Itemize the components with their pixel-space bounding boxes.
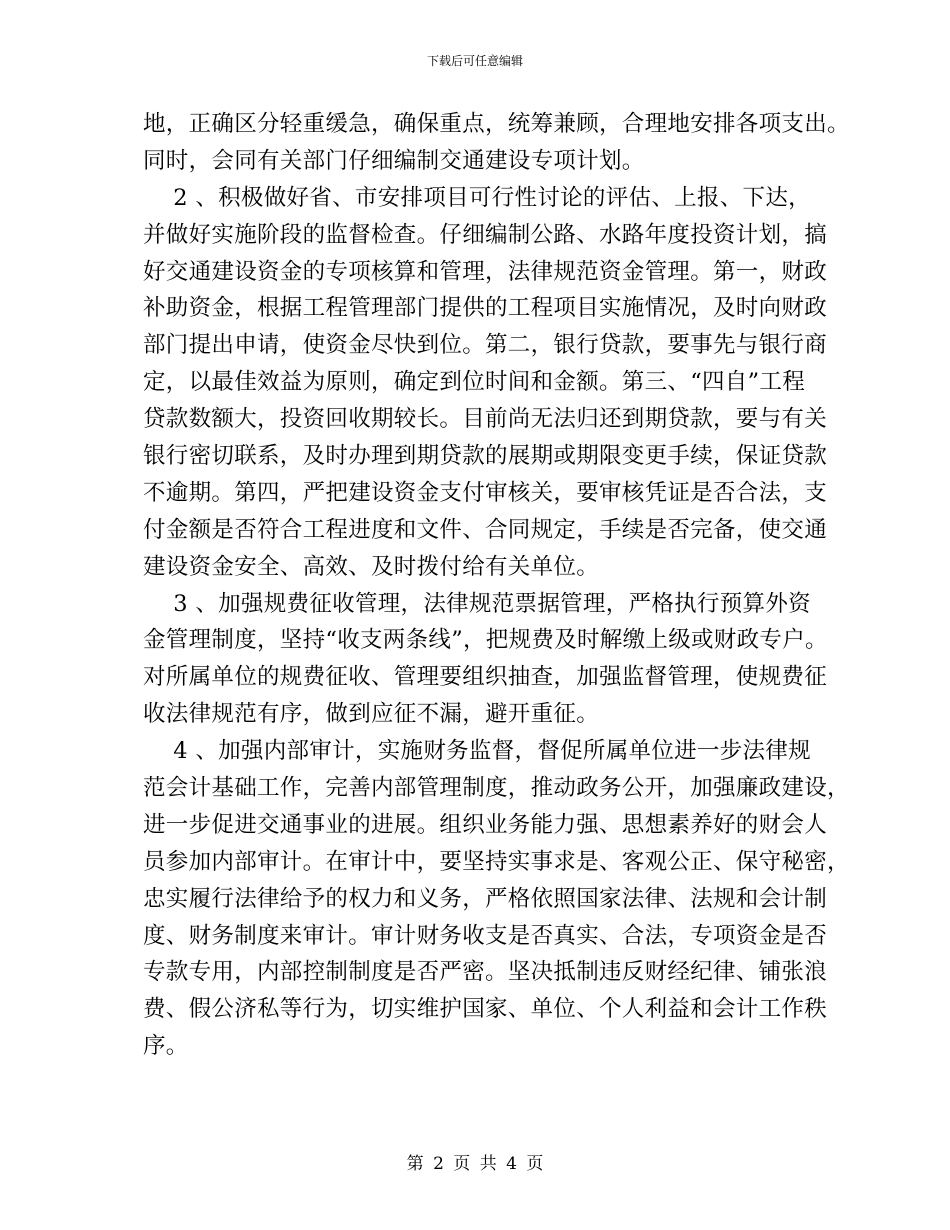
text-line: 并做好实施阶段的监督检查。仔细编制公路、水路年度投资计划，搞 xyxy=(143,221,828,248)
text-line: 定，以最佳效益为原则，确定到位时间和金额。第三、“四自”工程 xyxy=(143,369,806,396)
page-header: 下载后可任意编辑 xyxy=(426,54,523,68)
text-line: 同时，会同有关部门仔细编制交通建设专项计划。 xyxy=(143,147,645,174)
text-line: 建设资金安全、高效、及时拨付给有关单位。 xyxy=(143,553,600,580)
page-footer: 第 2 页 共 4 页 xyxy=(406,1154,544,1174)
text-line: 地，正确区分轻重缓急，确保重点，统筹兼顾，合理地安排各项支出。 xyxy=(143,111,850,137)
document-body xyxy=(143,106,850,1065)
text-line: 收法律规范有序，做到应征不漏，避开重征。 xyxy=(143,701,600,728)
text-line: 贷款数额大，投资回收期较长。目前尚无法归还到期贷款，要与有关 xyxy=(143,406,828,433)
text-line: 对所属单位的规费征收、管理要组织抽查，加强监督管理，使规费征 xyxy=(143,664,828,691)
text-line: 忠实履行法律给予的权力和义务，严格依照国家法律、法规和会计制 xyxy=(143,885,828,912)
text-line: 范会计基础工作，完善内部管理制度，推动政务公开，加强廉政建设， xyxy=(143,775,850,802)
text-line: 度、财务制度来审计。审计财务收支是否真实、合法，专项资金是否 xyxy=(143,922,828,949)
paragraph xyxy=(143,586,828,734)
paragraph xyxy=(143,180,828,586)
text-line: 员参加内部审计。在审计中，要坚持实事求是、客观公正、保守秘密， xyxy=(143,848,850,875)
text-line: 补助资金，根据工程管理部门提供的工程项目实施情况，及时向财政 xyxy=(143,295,828,322)
text-line: 专款专用，内部控制制度是否严密。坚决抵制违反财经纪律、铺张浪 xyxy=(143,959,828,986)
text-line: 2 、积极做好省、市安排项目可行性讨论的评估、上报、下达， xyxy=(143,184,811,211)
paragraph xyxy=(143,106,850,180)
text-line: 费、假公济私等行为，切实维护国家、单位、个人利益和会计工作秩 xyxy=(143,996,828,1023)
paragraph xyxy=(143,733,850,1065)
text-line: 部门提出申请，使资金尽快到位。第二，银行贷款，要事先与银行商 xyxy=(143,332,828,359)
text-line: 好交通建设资金的专项核算和管理，法律规范资金管理。第一，财政 xyxy=(143,258,828,285)
text-line: 3 、加强规费征收管理，法律规范票据管理，严格执行预算外资 xyxy=(143,590,811,617)
text-line: 4 、加强内部审计，实施财务监督，督促所属单位进一步法律规 xyxy=(143,738,811,765)
text-line: 不逾期。第四，严把建设资金支付审核关，要审核凭证是否合法，支 xyxy=(143,479,828,506)
text-line: 付金额是否符合工程进度和文件、合同规定，手续是否完备，使交通 xyxy=(143,516,828,543)
text-line: 金管理制度，坚持“收支两条线”，把规费及时解缴上级或财政专户。 xyxy=(143,627,828,654)
text-line: 序。 xyxy=(143,1033,189,1060)
text-line: 进一步促进交通事业的进展。组织业务能力强、思想素养好的财会人 xyxy=(143,811,828,838)
text-line: 银行密切联系，及时办理到期贷款的展期或期限变更手续，保证贷款 xyxy=(143,443,828,470)
